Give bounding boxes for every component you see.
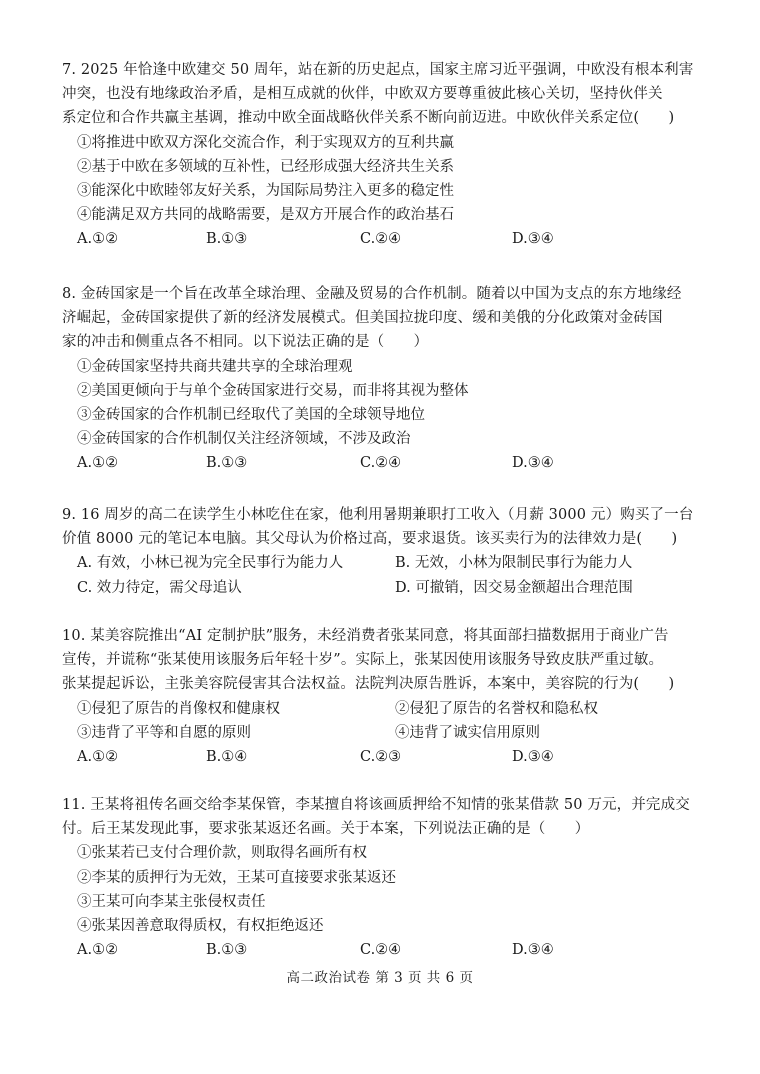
question-stem-line: 宣传，并谎称“张某使用该服务后年轻十岁”。实际上，张某因使用该服务导致皮肤严重过敏。 — [62, 652, 664, 669]
statement-item: ④违背了诚实信用原则 — [395, 724, 540, 741]
choice-b[interactable]: B. 无效，小林为限制民事行为能力人 — [395, 555, 633, 572]
statement-item: ①金砖国家坚持共商共建共享的全球治理观 — [77, 358, 353, 375]
choice-d[interactable]: D.③④ — [512, 455, 554, 472]
choice-c[interactable]: C.②④ — [360, 231, 402, 248]
statement-item: ④张某因善意取得质权，有权拒绝返还 — [77, 917, 324, 934]
page-footer: 高二政治试卷 第 3 页 共 6 页 — [286, 970, 474, 986]
answer-choices — [62, 938, 702, 962]
choice-c[interactable]: C.②④ — [360, 455, 402, 472]
question-10 — [62, 624, 702, 769]
question-stem-line: 付。后王某发现此事，要求张某返还名画。关于本案，下列说法正确的是（ ） — [62, 821, 590, 838]
choice-d[interactable]: D.③④ — [512, 748, 554, 765]
statement-item: ④金砖国家的合作机制仅关注经济领域，不涉及政治 — [77, 431, 411, 448]
choice-b[interactable]: B.①③ — [206, 231, 248, 248]
answer-choices — [62, 745, 702, 769]
question-stem-line: 冲突，也没有地缘政治矛盾，是相互成就的伙伴，中欧双方要尊重彼此核心关切，坚持伙伴关 — [62, 86, 663, 103]
answer-choices — [62, 451, 702, 475]
statement-item: ①张某若已支付合理价款，则取得名画所有权 — [77, 845, 367, 862]
question-stem-line: 10. 某美容院推出“AI 定制护肤”服务，未经消费者张某同意，将其面部扫描数据用于商业广告 — [62, 628, 669, 644]
statement-item: ④能满足双方共同的战略需要，是双方开展合作的政治基石 — [77, 207, 454, 224]
statement-item: ②侵犯了原告的名誉权和隐私权 — [395, 700, 598, 717]
statement-item: ②美国更倾向于与单个金砖国家进行交易，而非将其视为整体 — [77, 382, 469, 399]
question-stem-line: 价值 8000 元的笔记本电脑。其父母认为价格过高，要求退货。该买卖行为的法律效力是( ) — [62, 531, 678, 548]
question-stem-line: 系定位和合作共赢主基调，推动中欧全面战略伙伴关系不断向前迈进。中欧伙伴关系定位( ) — [62, 110, 675, 127]
statement-item: ③能深化中欧睦邻友好关系，为国际局势注入更多的稳定性 — [77, 182, 454, 199]
choice-b[interactable]: B.①③ — [206, 942, 248, 959]
choice-c[interactable]: C.②③ — [360, 748, 402, 765]
question-stem-line: 9. 16 周岁的高二在读学生小林吃住在家，他利用暑期兼职打工收入（月薪 3000 元）购买了一台 — [62, 507, 694, 523]
statement-item: ②基于中欧在多领域的互补性，已经形成强大经济共生关系 — [77, 158, 454, 175]
statement-row — [62, 721, 702, 745]
question-stem-line: 张某提起诉讼，主张美容院侵害其合法权益。法院判决原告胜诉，本案中，美容院的行为( ) — [62, 676, 675, 693]
choice-d[interactable]: D.③④ — [512, 942, 554, 959]
question-7 — [62, 58, 702, 252]
choice-c[interactable]: C.②④ — [360, 942, 402, 959]
question-stem-line: 家的冲击和侧重点各不相同。以下说法正确的是（ ） — [62, 334, 429, 351]
statement-item: ③王某可向李某主张侵权责任 — [77, 893, 266, 910]
question-11 — [62, 793, 702, 962]
statement-row — [62, 697, 702, 721]
choice-a[interactable]: A.①② — [77, 942, 119, 959]
question-9 — [62, 503, 702, 600]
statement-item: ①将推进中欧双方深化交流合作，利于实现双方的互利共赢 — [77, 134, 454, 151]
statement-item: ①侵犯了原告的肖像权和健康权 — [77, 700, 280, 717]
question-stem-line: 7. 2025 年恰逢中欧建交 50 周年，站在新的历史起点，国家主席习近平强调，中欧没有根本利害 — [62, 62, 694, 78]
statement-item: ③金砖国家的合作机制已经取代了美国的全球领导地位 — [77, 406, 425, 423]
answer-choices-row — [62, 551, 702, 575]
choice-b[interactable]: B.①④ — [206, 748, 248, 765]
answer-choices-row — [62, 576, 702, 600]
answer-choices — [62, 227, 702, 251]
statement-item: ②李某的质押行为无效，王某可直接要求张某返还 — [77, 869, 396, 886]
choice-d[interactable]: D. 可撤销，因交易金额超出合理范围 — [395, 579, 633, 596]
question-stem-line: 11. 王某将祖传名画交给李某保管，李某擅自将该画质押给不知情的张某借款 50 万元，并完成交 — [62, 797, 690, 813]
choice-c[interactable]: C. 效力待定，需父母追认 — [77, 579, 242, 596]
statement-item: ③违背了平等和自愿的原则 — [77, 724, 251, 741]
question-8 — [62, 282, 702, 476]
choice-a[interactable]: A.①② — [77, 455, 119, 472]
choice-a[interactable]: A.①② — [77, 748, 119, 765]
question-stem-line: 8. 金砖国家是一个旨在改革全球治理、金融及贸易的合作机制。随着以中国为支点的东方地缘经 — [62, 286, 682, 302]
choice-a[interactable]: A.①② — [77, 231, 119, 248]
choice-d[interactable]: D.③④ — [512, 231, 554, 248]
choice-a[interactable]: A. 有效，小林已视为完全民事行为能力人 — [77, 555, 344, 572]
choice-b[interactable]: B.①③ — [206, 455, 248, 472]
question-stem-line: 济崛起，金砖国家提供了新的经济发展模式。但美国拉拢印度、缓和美俄的分化政策对金砖国 — [62, 310, 663, 327]
